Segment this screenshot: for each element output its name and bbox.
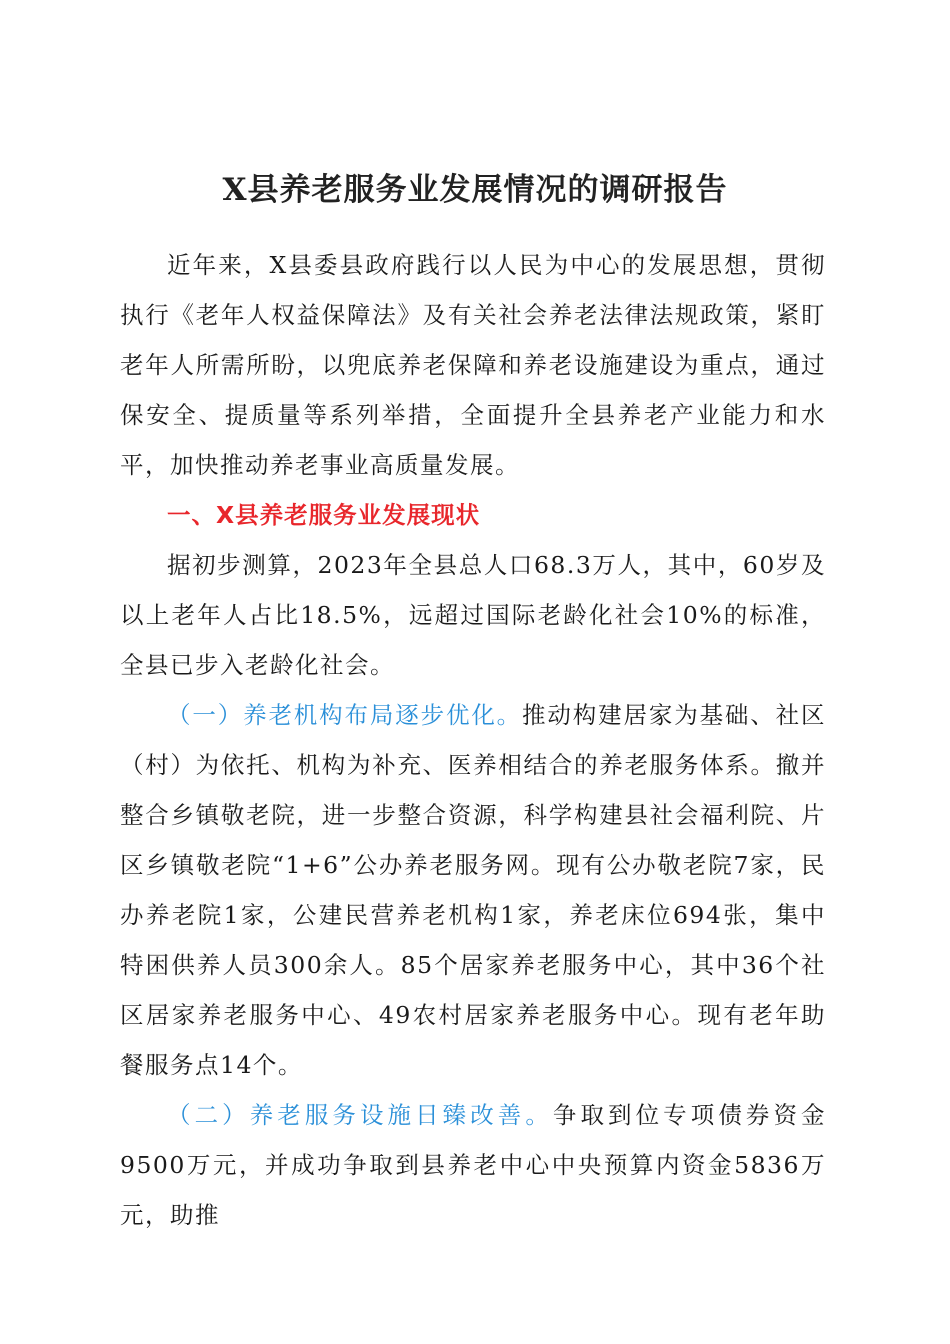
subsection-1-paragraph bbox=[120, 690, 826, 1090]
subsection-2-text: 争取到位专项债券资金9500万元，并成功争取到县养老中心中央预算内资金5836万元，助推 bbox=[120, 1101, 827, 1229]
subsection-2-paragraph bbox=[120, 1090, 826, 1240]
document-title: X县养老服务业发展情况的调研报告 bbox=[222, 172, 728, 208]
section-heading-1: 一、X县养老服务业发展现状 bbox=[167, 501, 481, 529]
subsection-heading-1: （一）养老机构布局逐步优化。 bbox=[167, 701, 523, 729]
subsection-heading-2: （二）养老服务设施日臻改善。 bbox=[167, 1101, 553, 1129]
section1-paragraph: 据初步测算，2023年全县总人口68.3万人，其中，60岁及以上老年人占比18.5%，远超过国际老龄化社会10%的标准，全县已步入老龄化社会。 bbox=[120, 551, 826, 679]
document-body bbox=[120, 240, 826, 1240]
intro-paragraph: 近年来，X县委县政府践行以人民为中心的发展思想，贯彻执行《老年人权益保障法》及有关社会养老法律法规政策，紧盯老年人所需所盼，以兜底养老保障和养老设施建设为重点，通过保安全、提质量等系列举措，全面提升全县养老产业能力和水平，加快推动养老事业高质量发展。 bbox=[120, 251, 826, 479]
subsection-1-text: 推动构建居家为基础、社区（村）为依托、机构为补充、医养相结合的养老服务体系。撤并整合乡镇敬老院，进一步整合资源，科学构建县社会福利院、片区乡镇敬老院“1+6”公办养老服务网。现有公办敬老院7家，民办养老院1家，公建民营养老机构1家，养老床位694张，集中特困供养人员300余人。85个居家养老服务中心，其中36个社区居家养老服务中心、49农村居家养老服务中心。现有老年助餐服务点14个。 bbox=[120, 701, 827, 1079]
